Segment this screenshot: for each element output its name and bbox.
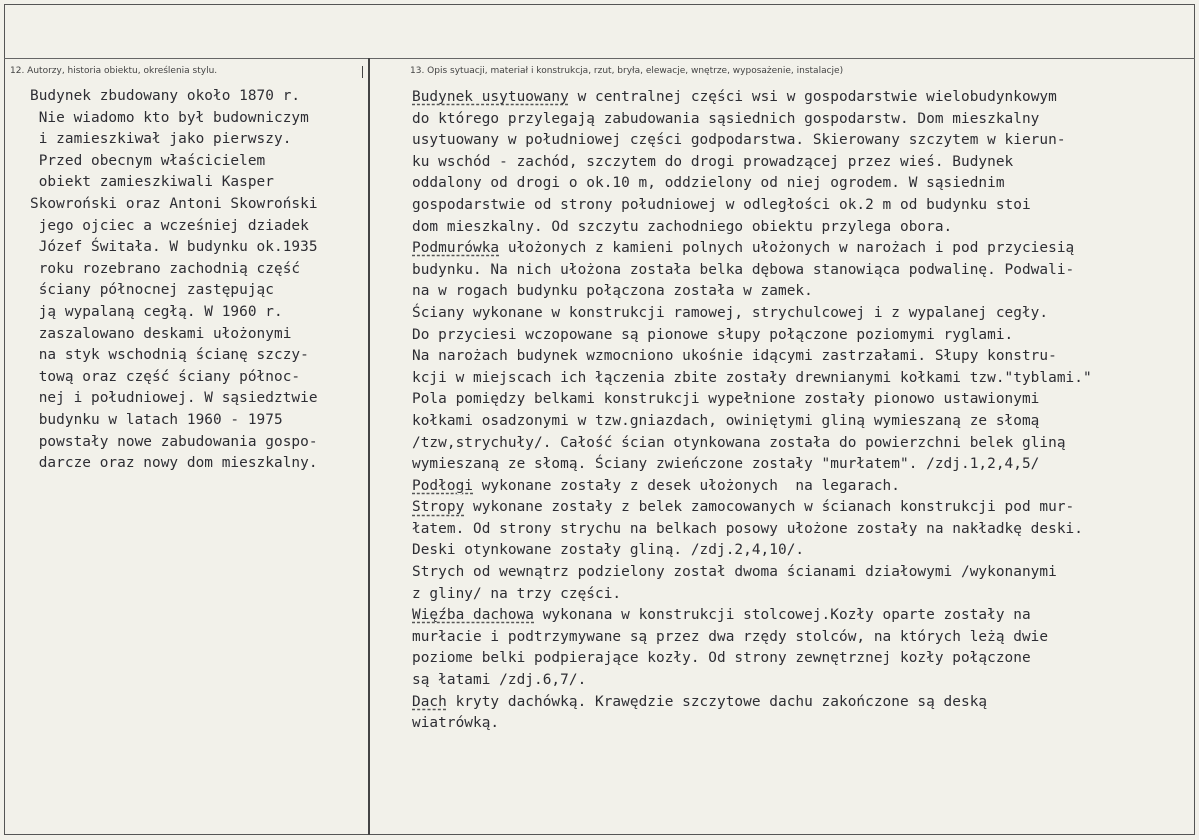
line-text: ku wschód - zachód, szczytem do drogi prowadzącej przez wieś. Budynek [412, 153, 1014, 170]
description-line [412, 217, 1192, 239]
top-rule [4, 58, 1195, 59]
description-line [412, 109, 1192, 131]
line-text: Ściany wykonane w konstrukcji ramowej, strychulcowej i z wypalanej cegły. [412, 304, 1049, 321]
line-text: kcji w miejscach ich łączenia zbite zostały drewnianymi kołkami tzw."tyblami." [412, 369, 1092, 386]
line-text: wykonane zostały z desek ułożonych na legarach. [473, 477, 900, 494]
description-line [412, 368, 1192, 390]
description-line [412, 648, 1192, 670]
history-line: ją wypalaną cegłą. W 1960 r. [30, 303, 283, 320]
line-text: wykonana w konstrukcji stolcowej.Kozły oparte zostały na [534, 607, 1031, 624]
section-13-header: 13. Opis sytuacji, materiał i konstrukcja, rzut, bryła, elewacje, wnętrze, wyposażenie, instalacje) [410, 66, 844, 76]
line-text: z gliny/ na trzy części. [412, 585, 622, 602]
section-term: Dach [412, 693, 447, 710]
line-text: murłacie i podtrzymywane są przez dwa rzędy stolców, na których leżą dwie [412, 628, 1049, 645]
description-line [412, 389, 1192, 411]
line-text: do którego przylegają zabudowania sąsiednich gospodarstw. Dom mieszkalny [412, 110, 1040, 127]
history-line: budynku w latach 1960 - 1975 [30, 411, 283, 428]
description-text-column [412, 87, 1192, 735]
line-text: wymieszaną ze słomą. Ściany zwieńczone zostały "murłatem". /zdj.1,2,4,5/ [412, 456, 1040, 473]
line-text: kryty dachówką. Krawędzie szczytowe dachu zakończone są deską [446, 693, 988, 710]
line-text: ułożonych z kamieni polnych ułożonych w narożach i pod przyciesią [499, 240, 1075, 257]
line-text: Strych od wewnątrz podzielony został dwoma ścianami działowymi /wykonanymi [412, 564, 1057, 581]
line-text: łatem. Od strony strychu na belkach posowy ułożone zostały na nakładkę deski. [412, 520, 1083, 537]
description-line [412, 303, 1192, 325]
history-line: zaszalowano deskami ułożonymi [30, 325, 292, 342]
history-text-column [30, 86, 365, 475]
line-text: kołkami osadzonymi w tzw.gniazdach, owiniętymi gliną wymieszaną ze słomą [412, 412, 1040, 429]
description-line [412, 627, 1192, 649]
line-text: oddalony od drogi o ok.10 m, oddzielony od niej ogrodem. W sąsiednim [412, 175, 1005, 192]
history-line: Budynek zbudowany około 1870 r. [30, 88, 301, 104]
description-line [412, 195, 1192, 217]
line-text: gospodarstwie od strony południowej w odległości ok.2 m od budynku stoi [412, 196, 1031, 213]
section-term: Stropy [412, 499, 465, 516]
history-line: Nie wiadomo kto był budowniczym [30, 109, 309, 126]
line-text: budynku. Na nich ułożona została belka dębowa stanowiąca podwalinę. Podwali- [412, 261, 1075, 278]
description-line [412, 238, 1192, 260]
line-text: na w rogach budynku połączona została w zamek. [412, 283, 813, 300]
column-divider [368, 58, 370, 835]
description-line [412, 692, 1192, 714]
description-line [412, 87, 1192, 109]
line-text: poziome belki podpierające kozły. Od strony zewnętrznej kozły połączone [412, 650, 1031, 667]
history-line: jego ojciec a wcześniej dziadek [30, 217, 309, 234]
description-line [412, 260, 1192, 282]
description-line [412, 130, 1192, 152]
history-line: Przed obecnym właścicielem [30, 152, 266, 169]
description-line [412, 411, 1192, 433]
line-text: Deski otynkowane zostały gliną. /zdj.2,4,10/. [412, 542, 805, 559]
description-line [412, 173, 1192, 195]
description-line [412, 433, 1192, 455]
line-text: wiatrówką. [412, 715, 500, 732]
history-line: darcze oraz nowy dom mieszkalny. [30, 455, 318, 472]
history-line: ściany północnej zastępując [30, 282, 274, 299]
section-term: Budynek usytuowany [412, 89, 569, 105]
line-text: wykonane zostały z belek zamocowanych w ścianach konstrukcji pod mur- [464, 499, 1075, 516]
line-text: Pola pomiędzy belkami konstrukcji wypełnione zostały pionowo ustawionymi [412, 391, 1040, 408]
section-12-header: 12. Autorzy, historia obiektu, określenia stylu. [10, 66, 218, 76]
line-text: Na narożach budynek wzmocniono ukośnie idącymi zastrzałami. Słupy konstru- [412, 348, 1057, 365]
history-line: Józef Świtała. W budynku ok.1935 [30, 239, 318, 256]
description-line [412, 605, 1192, 627]
history-line: tową oraz część ściany północ- [30, 368, 301, 385]
history-line: Skowroński oraz Antoni Skowroński [30, 195, 318, 212]
history-line: powstały nowe zabudowania gospo- [30, 433, 318, 450]
history-line: obiekt zamieszkiwali Kasper [30, 174, 274, 191]
line-text: /tzw,strychuły/. Całość ścian otynkowana została do powierzchni belek gliną [412, 434, 1066, 451]
history-line: i zamieszkiwał jako pierwszy. [30, 131, 292, 148]
description-line [412, 540, 1192, 562]
description-line [412, 670, 1192, 692]
line-text: w centralnej części wsi w gospodarstwie wielobudynkowym [568, 89, 1057, 105]
line-text: Do przyciesi wczopowane są pionowe słupy połączone poziomymi ryglami. [412, 326, 1014, 343]
history-line: roku rozebrano zachodnią część [30, 260, 301, 277]
description-line [412, 562, 1192, 584]
description-line [412, 519, 1192, 541]
description-line [412, 152, 1192, 174]
description-line [412, 346, 1192, 368]
line-text: dom mieszkalny. Od szczytu zachodniego obiektu przylega obora. [412, 218, 953, 235]
divider-tick [362, 66, 363, 78]
description-line [412, 497, 1192, 519]
description-line [412, 281, 1192, 303]
history-line: nej i południowej. W sąsiedztwie [30, 390, 318, 407]
description-line [412, 584, 1192, 606]
history-line: na styk wschodnią ścianę szczy- [30, 347, 309, 364]
description-line [412, 476, 1192, 498]
line-text: usytuowany w południowej części godpodarstwa. Skierowany szczytem w kierun- [412, 132, 1066, 149]
description-line [412, 713, 1192, 735]
section-term: Więźba dachowa [412, 607, 534, 624]
line-text: są łatami /zdj.6,7/. [412, 672, 587, 689]
section-term: Podłogi [412, 477, 473, 494]
section-term: Podmurówka [412, 240, 500, 257]
description-line [412, 454, 1192, 476]
description-line [412, 325, 1192, 347]
